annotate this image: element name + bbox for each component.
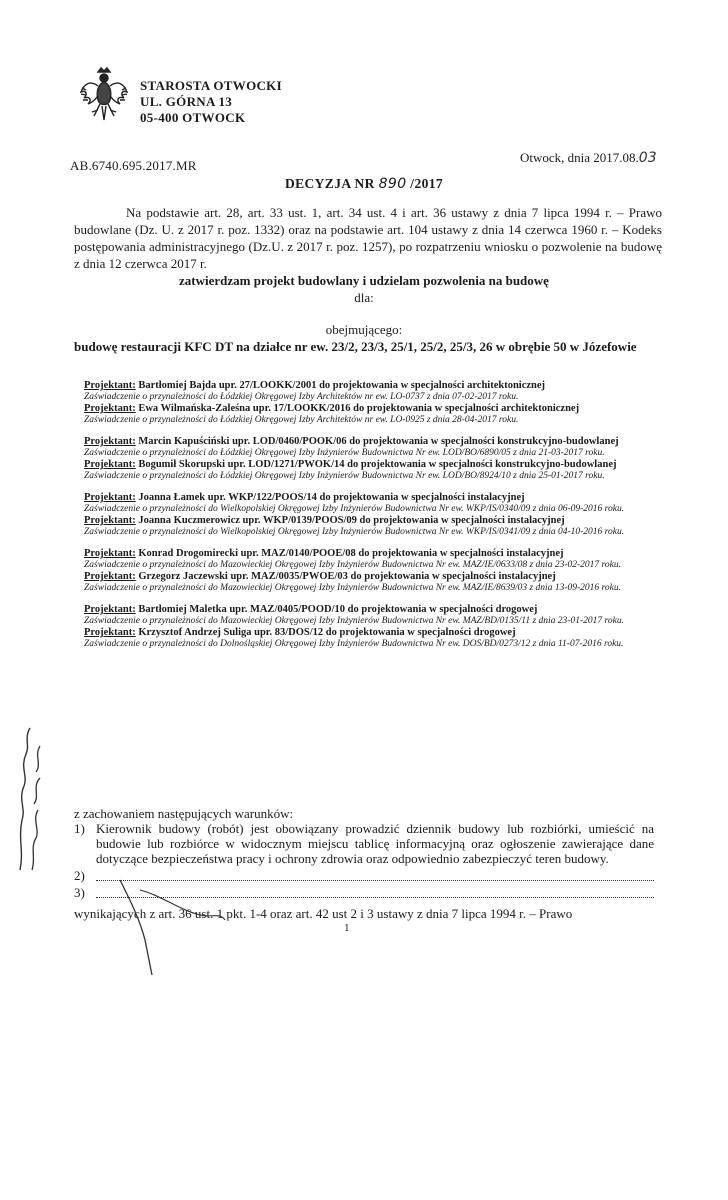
conditions-lead: z zachowaniem następujących warunków:: [74, 806, 294, 821]
designer-group: [84, 604, 656, 650]
designer-group: [84, 548, 656, 594]
office-header: [140, 78, 282, 126]
designer-entry: [84, 403, 656, 426]
handwritten-margin-note-icon: [10, 720, 50, 880]
designer-entry: [84, 548, 656, 571]
designer-qualification: Bogumił Skorupski upr. LOD/1271/PWOK/14 do projektowania w specjalności konstrukcyjno-budowlanej: [135, 459, 617, 470]
designer-qualification: Joanna Łamek upr. WKP/122/POOS/14 do projektowania w specjalności instalacyjnej: [135, 492, 525, 503]
designer-label: Projektant:: [84, 571, 136, 582]
issue-date: [520, 150, 657, 166]
designer-group: [84, 492, 656, 538]
designer-entry: [84, 459, 656, 482]
designer-group: [84, 380, 656, 426]
designer-certificate: Zaświadczenie o przynależności do Łódzkiej Okręgowej Izby Architektów nr ew. LO-0925 z dnia 28-04-2017 roku.: [84, 415, 519, 425]
designer-group: [84, 436, 656, 482]
subject-label: obejmującego:: [325, 322, 403, 337]
decision-title: [0, 176, 728, 192]
designer-label: Projektant:: [84, 492, 136, 503]
designer-entry: [84, 436, 656, 459]
designer-certificate: Zaświadczenie o przynależności do Łódzkiej Okręgowej Izby Inżynierów Budownictwa Nr ew. LOD/BO/6890/05 z dnia 21-03-2017 roku.: [84, 448, 605, 458]
designer-certificate: Zaświadczenie o przynależności do Wielkopolskiej Okręgowej Izby Inżynierów Budownictwa Nr ew. WKP/IS/0340/09 z dnia 06-09-2016 roku.: [84, 504, 625, 514]
decision-statement: [0, 272, 728, 306]
office-street: UL. GÓRNA 13: [140, 94, 233, 109]
designer-entry: [84, 627, 656, 650]
designers-list: [84, 380, 656, 660]
title-suffix: /2017: [406, 176, 444, 191]
designer-qualification: Joanna Kuczmerowicz upr. WKP/0139/POOS/09 do projektowania w specjalności instalacyjnej: [135, 515, 565, 526]
designer-entry: [84, 492, 656, 515]
designer-qualification: Konrad Drogomirecki upr. MAZ/0140/POOE/08 do projektowania w specjalności instalacyjnej: [135, 548, 564, 559]
designer-certificate: Zaświadczenie o przynależności do Wielkopolskiej Okręgowej Izby Inżynierów Budownictwa Nr ew. WKP/IS/0341/09 z dnia 04-10-2016 roku.: [84, 527, 625, 537]
closing-line: wynikających z art. 36 ust. 1 pkt. 1-4 oraz art. 42 ust 2 i 3 ustawy z dnia 7 lipca 1994 r. – Prawo: [74, 906, 573, 921]
handwritten-signature-icon: [100, 860, 260, 980]
designer-certificate: Zaświadczenie o przynależności do Mazowieckiej Okręgowej Izby Inżynierów Budownictwa Nr ew. MAZ/IE/8639/03 z dnia 13-09-2016 roku.: [84, 583, 621, 593]
condition-text: Kierownik budowy (robót) jest obowiązany prowadzić dziennik budowy lub rozbiórki, umieścić na budowie lub rozbiórce w widocznym miejscu tablicę informacyjną oraz ogłoszenie zawierające dane dotyczące bezpieczeństwa pracy i ochrony zdrowia oraz odpowiednio zabezpieczyć teren budowy.: [96, 821, 654, 866]
designer-entry: [84, 604, 656, 627]
title-handwritten-number: 890: [378, 176, 407, 192]
designer-qualification: Marcin Kapuściński upr. LOD/0460/POOK/06 do projektowania w specjalności konstrukcyjno-budowlanej: [135, 436, 619, 447]
condition-number: 3): [74, 885, 85, 900]
title-prefix: DECYZJA NR: [284, 176, 379, 191]
designer-label: Projektant:: [84, 436, 136, 447]
designer-entry: [84, 380, 656, 403]
legal-basis-text: Na podstawie art. 28, art. 33 ust. 1, art. 34 ust. 4 i art. 36 ustawy z dnia 7 lipca 1994 r. – Prawo budowlane (Dz. U. z 2017 r. poz. 1332) oraz na podstawie art. 104 ustawy z dnia 14 czerwca 1960 r. – Kodeks postępowania administracyjnego (Dz.U. z 2017 r. poz. 1257), po rozpatrzeniu wniosku o pozwolenie na budowę z dnia 12 czerwca 2017 r.: [74, 205, 662, 271]
designer-certificate: Zaświadczenie o przynależności do Łódzkiej Okręgowej Izby Inżynierów Budownictwa Nr ew. LOD/BO/8924/10 z dnia 25-01-2017 roku.: [84, 471, 605, 481]
designer-qualification: Bartłomiej Bajda upr. 27/LOOKK/2001 do projektowania w specjalności architektonicznej: [135, 380, 546, 391]
designer-entry: [84, 515, 656, 538]
designer-certificate: Zaświadczenie o przynależności do Mazowieckiej Okręgowej Izby Inżynierów Budownictwa Nr ew. MAZ/IE/0633/08 z dnia 23-02-2017 roku.: [84, 560, 621, 570]
date-handwritten-day: 03: [638, 150, 657, 166]
eagle-emblem-icon: [78, 66, 130, 124]
decision-for: dla:: [354, 290, 374, 305]
designer-qualification: Bartłomiej Maletka upr. MAZ/0405/POOD/10 do projektowania w specjalności drogowej: [135, 604, 538, 615]
case-reference: AB.6740.695.2017.MR: [70, 158, 197, 173]
designer-label: Projektant:: [84, 380, 136, 391]
designer-certificate: Zaświadczenie o przynależności do Mazowieckiej Okręgowej Izby Inżynierów Budownictwa Nr ew. MAZ/BD/0135/11 z dnia 23-01-2017 roku.: [84, 616, 624, 626]
office-name: STAROSTA OTWOCKI: [140, 78, 282, 93]
designer-label: Projektant:: [84, 548, 136, 559]
date-printed: Otwock, dnia 2017.08.: [520, 150, 639, 165]
legal-basis-paragraph: [74, 204, 662, 272]
designer-label: Projektant:: [84, 604, 136, 615]
designer-entry: [84, 571, 656, 594]
office-city: 05-400 OTWOCK: [140, 110, 246, 125]
designer-certificate: Zaświadczenie o przynależności do Łódzkiej Okręgowej Izby Architektów nr ew. LO-0737 z dnia 07-02-2017 roku.: [84, 392, 519, 402]
designer-label: Projektant:: [84, 515, 136, 526]
designer-qualification: Ewa Wilmańska-Zaleśna upr. 17/LOOKK/2016 do projektowania w specjalności architektonicznej: [135, 403, 580, 414]
designer-label: Projektant:: [84, 627, 136, 638]
designer-label: Projektant:: [84, 459, 136, 470]
designer-certificate: Zaświadczenie o przynależności do Dolnośląskiej Okręgowej Izby Inżynierów Budownictwa Nr ew. DOS/BD/0273/12 z dnia 11-07-2016 roku.: [84, 639, 624, 649]
page-number: 1: [344, 922, 350, 934]
designer-qualification: Grzegorz Jaczewski upr. MAZ/0035/PWOE/03 do projektowania w specjalności instalacyjnej: [135, 571, 556, 582]
investment-description: budowę restauracji KFC DT na działce nr ew. 23/2, 23/3, 25/1, 25/2, 25/3, 26 w obrębie 50 w Józefowie: [74, 339, 637, 354]
condition-number: 1): [74, 821, 85, 836]
designer-qualification: Krzysztof Andrzej Suliga upr. 83/DOS/12 do projektowania w specjalności drogowej: [135, 627, 516, 638]
designer-label: Projektant:: [84, 403, 136, 414]
decision-line: zatwierdzam projekt budowlany i udzielam pozwolenia na budowę: [179, 273, 549, 288]
condition-number: 2): [74, 868, 85, 883]
